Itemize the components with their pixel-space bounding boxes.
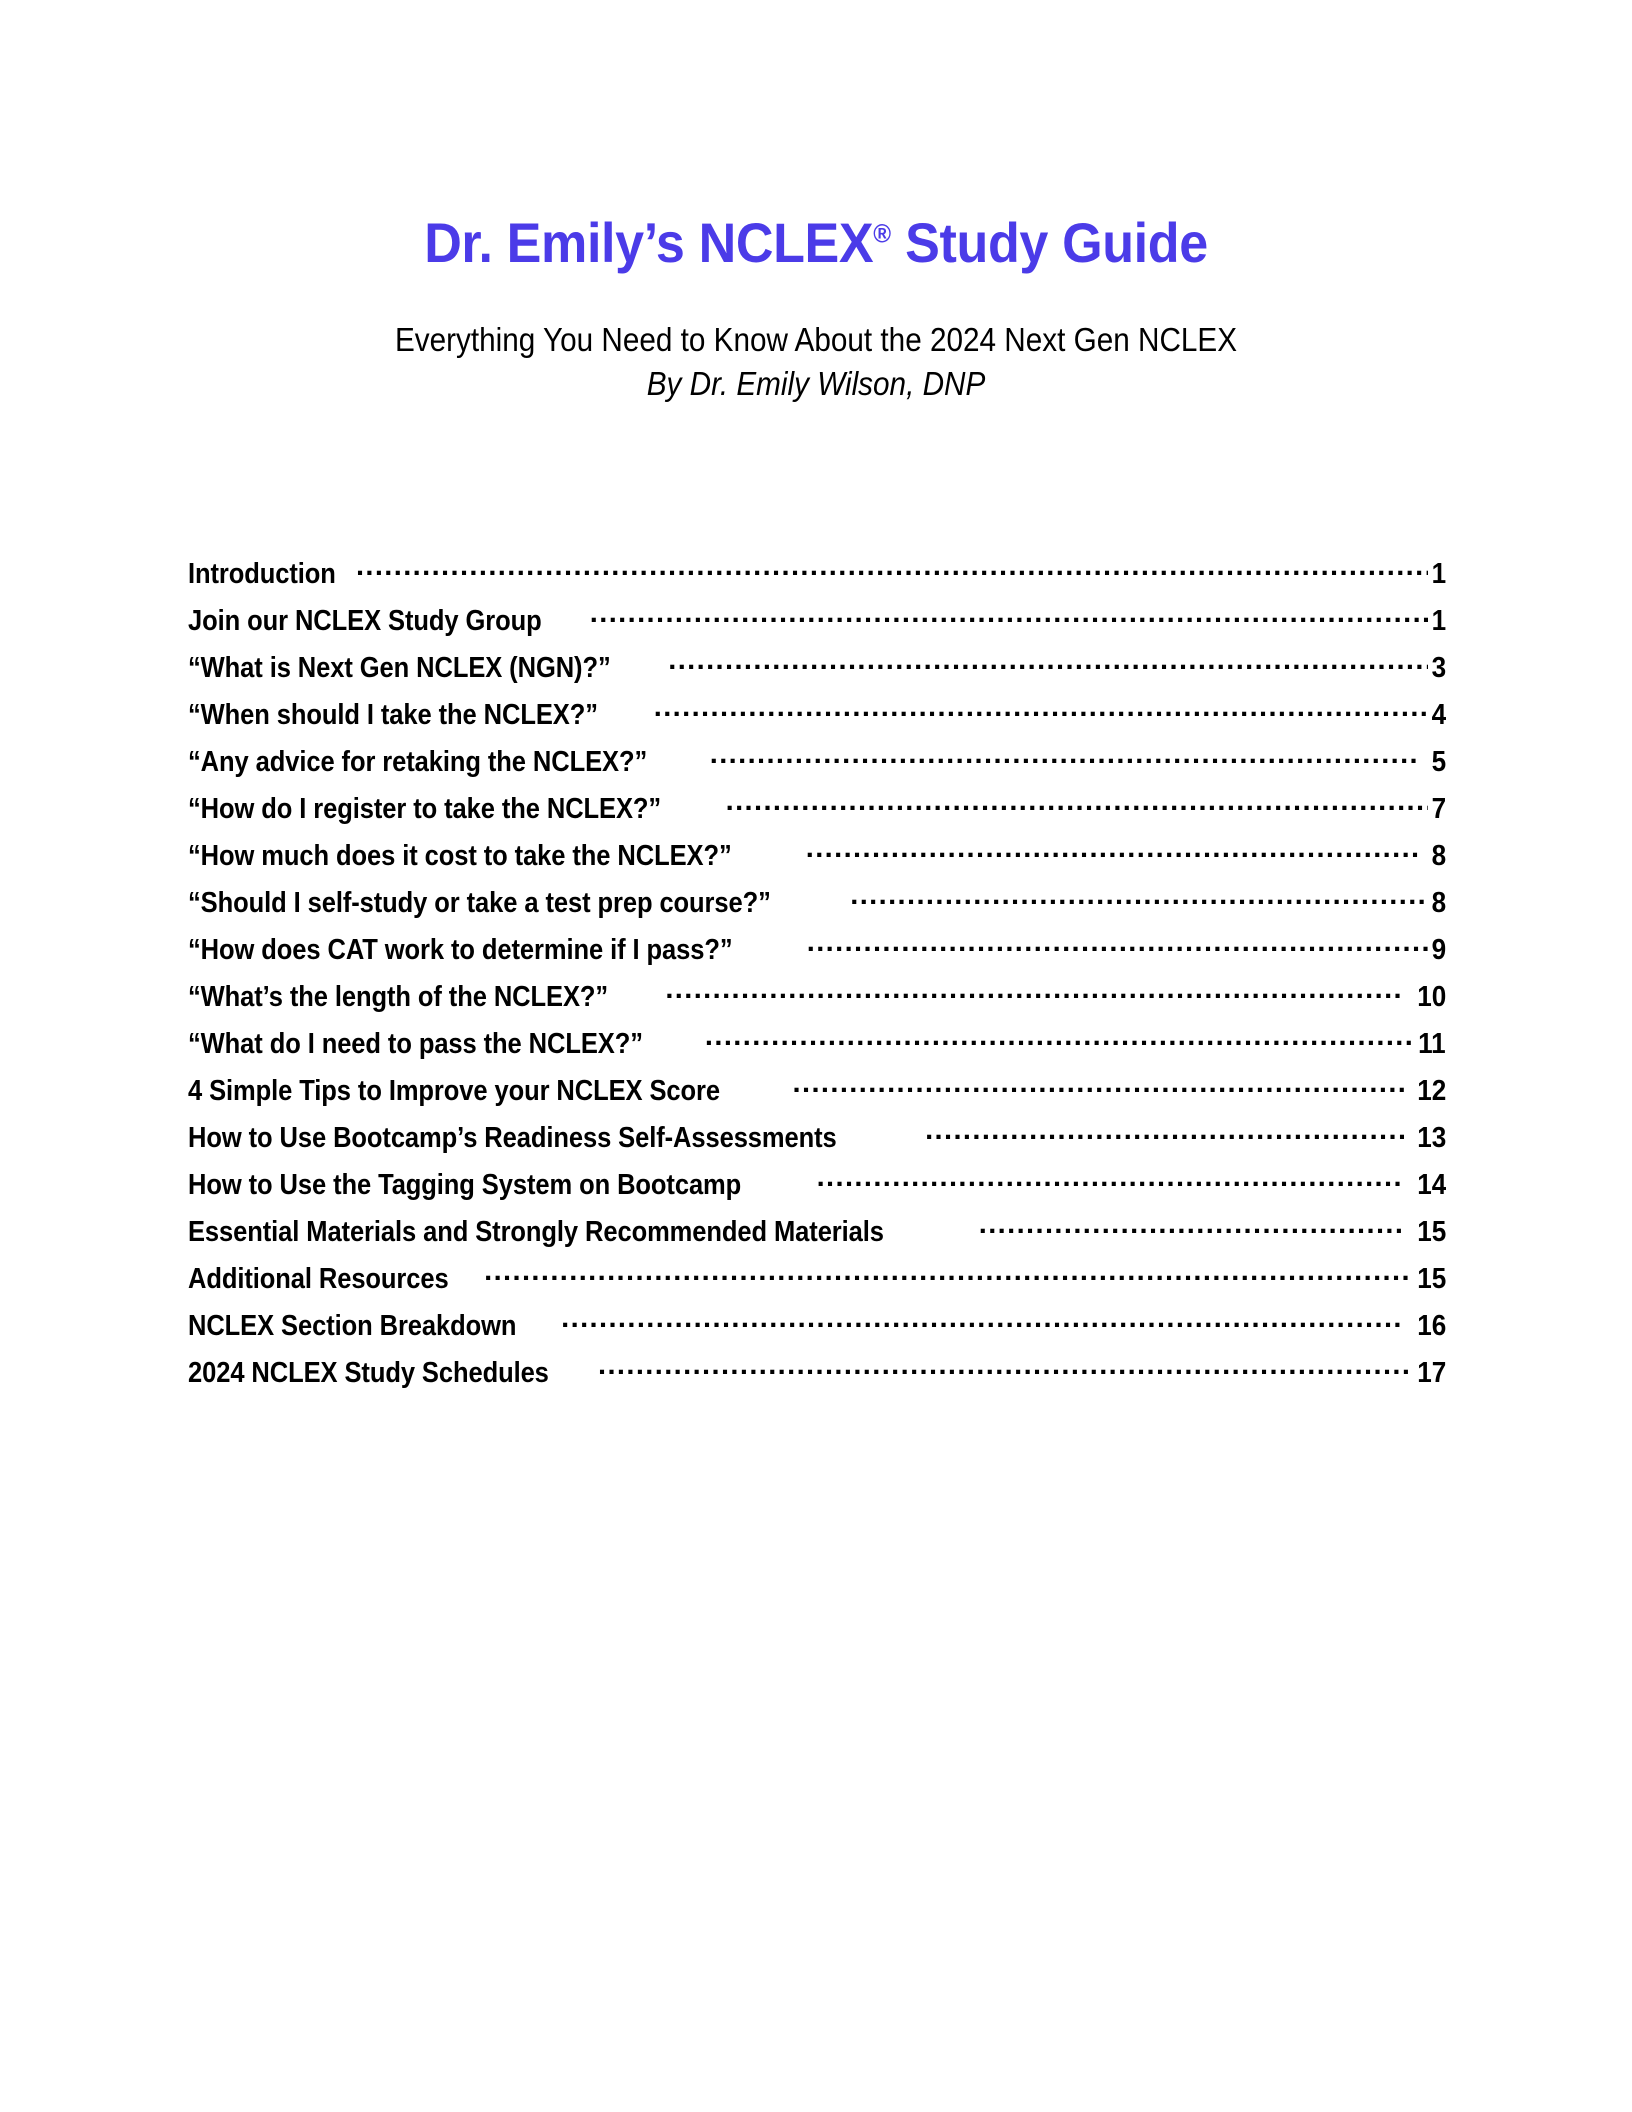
toc-entry-page-number: 3 <box>1431 652 1446 684</box>
toc-entry-page-number: 15 <box>1416 1263 1446 1295</box>
toc-entry-page-number: 15 <box>1416 1216 1446 1248</box>
toc-entry-label: “Any advice for retaking the NCLEX?” <box>188 746 648 778</box>
toc-dot-leader <box>793 1071 1404 1100</box>
toc-entry-page-number: 16 <box>1416 1310 1446 1342</box>
toc-dot-leader <box>705 1024 1413 1053</box>
toc-entry-page-number: 11 <box>1418 1028 1446 1060</box>
toc-dot-leader <box>598 1353 1412 1382</box>
page-subtitle: Everything You Need to Know About the 2024 Next Gen NCLEX <box>394 321 1238 358</box>
toc-dot-leader <box>726 789 1428 818</box>
toc-entry-label: “Should I self-study or take a test prep course?” <box>188 887 771 919</box>
page-author: By Dr. Emily Wilson, DNP <box>646 365 986 402</box>
toc-entry[interactable] <box>188 789 1446 836</box>
toc-entry[interactable] <box>188 1071 1446 1118</box>
toc-dot-leader <box>850 883 1428 912</box>
toc-entry-label: Additional Resources <box>188 1263 449 1295</box>
toc-dot-leader <box>356 554 1428 583</box>
toc-entry-page-number: 17 <box>1416 1357 1446 1389</box>
toc-entry[interactable] <box>188 695 1446 742</box>
page-title-suffix: Study Guide <box>891 211 1208 274</box>
toc-dot-leader <box>561 1306 1404 1335</box>
toc-dot-leader <box>979 1212 1404 1241</box>
toc-entry[interactable] <box>188 554 1446 601</box>
toc-entry-page-number: 7 <box>1431 793 1446 825</box>
toc-entry[interactable] <box>188 1024 1446 1071</box>
toc-entry-page-number: 8 <box>1431 887 1446 919</box>
toc-entry-label: How to Use Bootcamp’s Readiness Self-Assessments <box>188 1122 837 1154</box>
toc-entry-page-number: 4 <box>1431 699 1446 731</box>
toc-entry[interactable] <box>188 1165 1446 1212</box>
toc-entry[interactable] <box>188 742 1446 789</box>
toc-entry-page-number: 13 <box>1416 1122 1446 1154</box>
toc-entry-page-number: 1 <box>1431 558 1446 590</box>
toc-entry-label: 2024 NCLEX Study Schedules <box>188 1357 549 1389</box>
toc-entry-label: Essential Materials and Strongly Recommended Materials <box>188 1216 884 1248</box>
toc-entry-label: Introduction <box>188 558 336 590</box>
toc-entry[interactable] <box>188 930 1446 977</box>
toc-dot-leader <box>665 977 1403 1006</box>
toc-entry-label: NCLEX Section Breakdown <box>188 1310 517 1342</box>
toc-entry-label: “How does CAT work to determine if I pass?” <box>188 934 733 966</box>
toc-dot-leader <box>817 1165 1404 1194</box>
toc-dot-leader <box>590 601 1428 630</box>
toc-entry-page-number: 5 <box>1431 746 1446 778</box>
toc-entry-label: Join our NCLEX Study Group <box>188 605 542 637</box>
page-title-prefix: Dr. Emily’s NCLEX <box>424 211 874 274</box>
table-of-contents <box>188 554 1446 1400</box>
toc-entry-page-number: 14 <box>1416 1169 1446 1201</box>
toc-dot-leader <box>806 836 1420 865</box>
toc-dot-leader <box>668 648 1428 677</box>
toc-entry-page-number: 1 <box>1431 605 1446 637</box>
toc-dot-leader <box>925 1118 1404 1147</box>
toc-entry[interactable] <box>188 836 1446 883</box>
toc-entry[interactable] <box>188 1259 1446 1306</box>
toc-dot-leader <box>710 742 1420 771</box>
toc-entry-label: How to Use the Tagging System on Bootcamp <box>188 1169 742 1201</box>
toc-entry[interactable] <box>188 648 1446 695</box>
toc-entry-label: “How do I register to take the NCLEX?” <box>188 793 662 825</box>
toc-entry-label: 4 Simple Tips to Improve your NCLEX Score <box>188 1075 720 1107</box>
page-title <box>57 212 1575 274</box>
toc-entry-page-number: 12 <box>1416 1075 1446 1107</box>
toc-entry-page-number: 9 <box>1431 934 1446 966</box>
registered-trademark-icon: ® <box>873 218 892 249</box>
toc-entry[interactable] <box>188 1118 1446 1165</box>
toc-entry-label: “What is Next Gen NCLEX (NGN)?” <box>188 652 611 684</box>
toc-entry-label: “What do I need to pass the NCLEX?” <box>188 1028 643 1060</box>
toc-dot-leader <box>654 695 1428 724</box>
toc-dot-leader <box>484 1259 1412 1288</box>
toc-entry[interactable] <box>188 1306 1446 1353</box>
toc-entry[interactable] <box>188 977 1446 1024</box>
toc-entry-label: “What’s the length of the NCLEX?” <box>188 981 609 1013</box>
toc-entry-label: “When should I take the NCLEX?” <box>188 699 598 731</box>
toc-entry-page-number: 10 <box>1416 981 1446 1013</box>
toc-dot-leader <box>807 930 1428 959</box>
title-block <box>0 0 1632 406</box>
toc-entry[interactable] <box>188 1212 1446 1259</box>
toc-entry[interactable] <box>188 1353 1446 1400</box>
toc-entry[interactable] <box>188 883 1446 930</box>
toc-entry-label: “How much does it cost to take the NCLEX?” <box>188 840 732 872</box>
toc-entry[interactable] <box>188 601 1446 648</box>
toc-entry-page-number: 8 <box>1431 840 1446 872</box>
